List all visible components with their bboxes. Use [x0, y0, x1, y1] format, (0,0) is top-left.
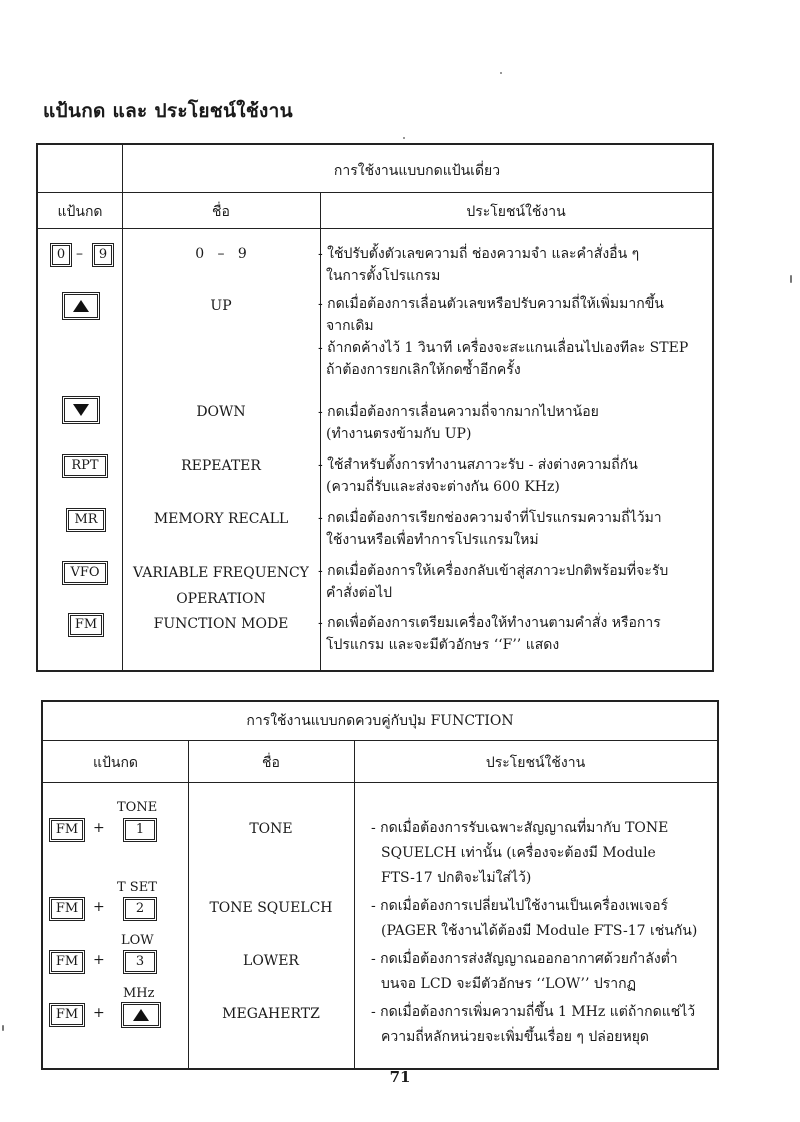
desc-line: (PAGER ใช้งานได้ต้องมี Module FTS-17 เช่นกัน) — [381, 923, 698, 939]
table1-header-use: ประโยชน์ใช้งาน — [466, 204, 566, 220]
key-9-label: 9 — [98, 247, 108, 262]
plus-sign: + — [93, 952, 105, 968]
scan-speck — [403, 137, 405, 139]
row-desc-megahertz — [371, 1000, 695, 1050]
row-name-memory-recall: MEMORY RECALL — [153, 511, 289, 527]
desc-line: - กดเมื่อต้องการเรียกช่องความจำที่โปรแกรมความถี่ไว้มา — [318, 510, 662, 526]
key-3-function-label: LOW — [121, 933, 154, 948]
desc-line: - ใช้สำหรับตั้งการทำงานสภาวะรับ - ส่งต่างความถี่กัน — [318, 457, 638, 473]
desc-line: - ใช้ปรับตั้งตัวเลขความถี่ ช่องความจำ และคำสั่งอื่น ๆ — [318, 246, 640, 262]
scan-speck — [500, 72, 502, 74]
desc-line: ในการตั้งโปรแกรม — [326, 268, 441, 284]
desc-line: - กดเมื่อต้องการเลื่อนตัวเลขหรือปรับความถี่ให้เพิ่มมากขึ้น — [318, 296, 664, 312]
scan-speck — [2, 1025, 4, 1031]
row-desc-digits — [318, 243, 639, 287]
key-fm — [70, 615, 102, 635]
key-fm-label: FM — [55, 901, 79, 916]
key-fm — [51, 899, 83, 919]
key-rpt — [64, 456, 106, 476]
key-0 — [52, 245, 70, 265]
plus-sign: + — [93, 820, 105, 836]
key-fm — [51, 952, 83, 972]
row-desc-vfo — [318, 560, 668, 604]
key-rpt-label: RPT — [71, 458, 99, 473]
desc-line: โปรแกรม และจะมีตัวอักษร ‘‘F’’ แสดง — [326, 637, 560, 653]
row-desc-repeater — [318, 454, 638, 498]
row-name-repeater: REPEATER — [181, 458, 261, 474]
row-name-tone-squelch: TONE SQUELCH — [209, 900, 333, 916]
down-arrow-icon — [73, 404, 89, 416]
key-1 — [125, 820, 155, 840]
key-up — [64, 294, 98, 318]
page-number: 71 — [389, 1068, 411, 1086]
key-2-label: 2 — [135, 901, 145, 916]
name-line: VARIABLE FREQUENCY — [133, 565, 309, 581]
key-down — [64, 398, 98, 422]
desc-line: จากเดิม — [326, 318, 374, 334]
desc-line: SQUELCH เท่านั้น (เครื่องจะต้องมี Module — [381, 845, 656, 861]
name-line: OPERATION — [176, 591, 266, 607]
key-2 — [125, 899, 155, 919]
desc-line: คำสั่งต่อไป — [326, 585, 393, 601]
row-name-tone: TONE — [249, 821, 293, 837]
desc-line: FTS-17 ปกติจะไม่ใส่ไว้) — [381, 870, 532, 886]
row-name-digits: 0 – 9 — [195, 246, 247, 262]
row-name-down: DOWN — [196, 404, 246, 420]
key-fm-label: FM — [55, 1007, 79, 1022]
plus-sign: + — [93, 899, 105, 915]
up-arrow-icon — [73, 300, 89, 312]
key-fm-label: FM — [74, 617, 98, 632]
row-desc-up — [318, 293, 688, 381]
row-desc-memory-recall — [318, 507, 662, 551]
row-name-lower: LOWER — [243, 953, 299, 969]
desc-line: - กดเมื่อต้องการเปลี่ยนไปใช้งานเป็นเครื่องเพเจอร์ — [371, 898, 669, 914]
key-3 — [125, 952, 155, 972]
desc-line: (ทำงานตรงข้ามกับ UP) — [326, 426, 472, 442]
table1-header-key: แป้นกด — [57, 204, 103, 220]
single-key-table — [36, 143, 714, 672]
row-desc-tone — [371, 816, 668, 891]
row-desc-down — [318, 401, 599, 445]
page-heading: แป้นกด และ ประโยชน์ใช้งาน — [43, 100, 293, 122]
desc-line: - กดเมื่อต้องการเลื่อนความถี่จากมากไปหาน้อย — [318, 404, 599, 420]
table2-header-name: ชื่อ — [262, 755, 280, 771]
desc-line: (ความถี่รับและส่งจะต่างกัน 600 KHz) — [326, 479, 560, 495]
key-fm-label: FM — [55, 822, 79, 837]
key-2-function-label: T SET — [117, 880, 157, 895]
desc-line: ถ้าต้องการยกเลิกให้กดซ้ำอีกครั้ง — [326, 362, 521, 378]
key-mr-label: MR — [74, 512, 98, 527]
table2-title: การใช้งานแบบกดควบคู่กับปุ่ม FUNCTION — [246, 713, 514, 729]
plus-sign: + — [93, 1005, 105, 1021]
scan-speck — [790, 275, 792, 283]
row-name-function-mode: FUNCTION MODE — [153, 616, 289, 632]
key-mr — [68, 510, 104, 530]
key-range-separator: – — [76, 246, 83, 262]
desc-line: - ถ้ากดค้างไว้ 1 วินาที เครื่องจะสะแกนเลื่อนไปเองทีละ STEP — [318, 340, 689, 356]
row-desc-lower — [371, 947, 678, 997]
key-3-label: 3 — [135, 954, 145, 969]
key-up-function-label: MHz — [123, 986, 155, 1001]
desc-line: - กดเมื่อต้องการให้เครื่องกลับเข้าสู่สภาวะปกติพร้อมที่จะรับ — [318, 563, 669, 579]
key-vfo — [64, 563, 106, 583]
table2-header-key: แป้นกด — [92, 755, 139, 771]
key-up — [123, 1004, 159, 1026]
key-9 — [94, 245, 112, 265]
row-name-megahertz: MEGAHERTZ — [222, 1006, 320, 1022]
key-0-label: 0 — [56, 247, 66, 262]
row-name-up: UP — [210, 298, 232, 314]
desc-line: ความถี่หลักหน่วยจะเพิ่มขึ้นเรื่อย ๆ ปล่อยหยุด — [381, 1029, 649, 1045]
table1-title: การใช้งานแบบกดแป้นเดี่ยว — [333, 163, 501, 179]
desc-line: - กดเมื่อต้องการส่งสัญญาณออกอากาศด้วยกำลังต่ำ — [371, 951, 678, 967]
desc-line: ใช้งานหรือเพื่อทำการโปรแกรมใหม่ — [326, 532, 539, 548]
row-name-vfo — [122, 560, 320, 612]
key-fm — [51, 820, 83, 840]
key-fm-label: FM — [55, 954, 79, 969]
row-desc-tone-squelch — [371, 894, 697, 944]
desc-line: บนจอ LCD จะมีตัวอักษร ‘‘LOW’’ ปรากฏ — [381, 976, 637, 992]
desc-line: - กดเพื่อต้องการเตรียมเครื่องให้ทำงานตามคำสั่ง หรือการ — [318, 615, 661, 631]
key-vfo-label: VFO — [70, 565, 100, 580]
function-combo-table — [41, 700, 719, 1070]
key-fm — [51, 1005, 83, 1025]
up-arrow-icon — [133, 1009, 149, 1021]
key-1-function-label: TONE — [117, 800, 158, 815]
table1-header-name: ชื่อ — [212, 204, 230, 220]
desc-line: - กดเมื่อต้องการรับเฉพาะสัญญาณที่มากับ TONE — [371, 820, 669, 836]
key-1-label: 1 — [135, 822, 145, 837]
desc-line: - กดเมื่อต้องการเพิ่มความถี่ขึ้น 1 MHz แต่ถ้ากดแช่ไว้ — [371, 1004, 696, 1020]
row-desc-function-mode — [318, 612, 661, 656]
table2-header-use: ประโยชน์ใช้งาน — [485, 755, 586, 771]
